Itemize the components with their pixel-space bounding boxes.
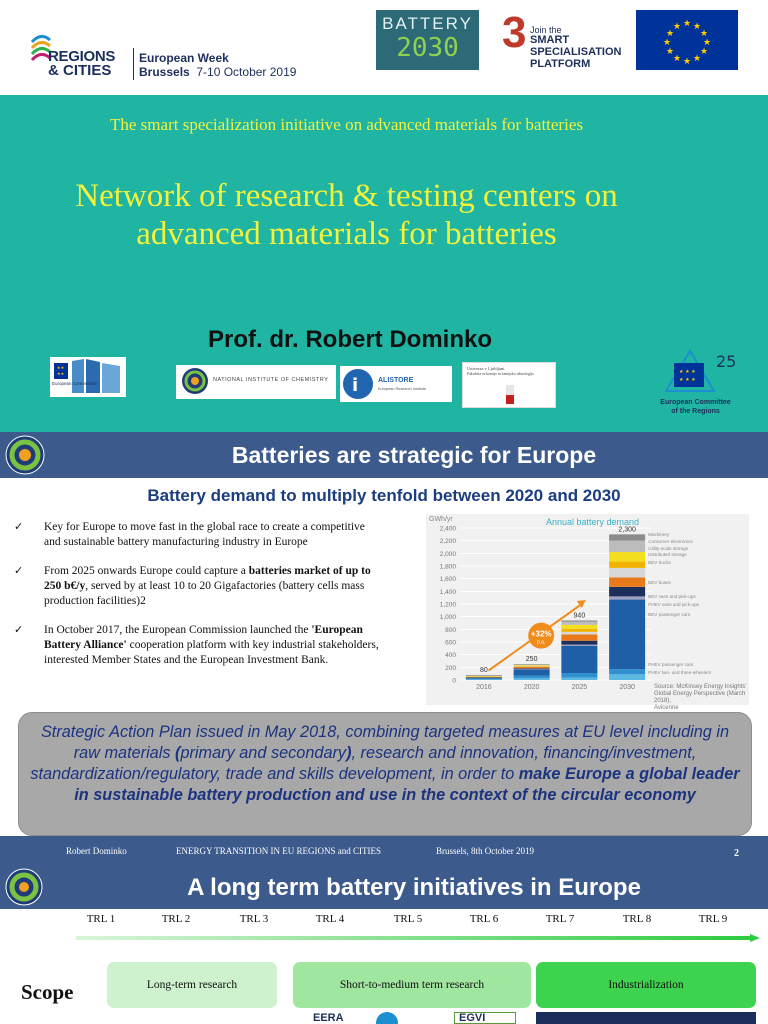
chart-bar-segment — [609, 568, 645, 578]
chart-ytick-label: 1,200 — [439, 601, 456, 609]
svg-text:★: ★ — [692, 54, 702, 64]
chart-legend-label: Distributed storage — [648, 552, 687, 557]
chart-bar-segment — [561, 629, 597, 632]
chart-category-label: 2025 — [571, 684, 588, 691]
chart-ytick-label: 800 — [445, 626, 456, 634]
phase-industrialization: Industrialization — [536, 962, 756, 1008]
smart-specialisation-logo — [498, 10, 626, 72]
chart-legend-label: Utility-scale storage — [648, 546, 689, 551]
trl-label: TRL 2 — [161, 913, 191, 925]
chart-bar-segment — [514, 676, 550, 679]
ul-line1: Univerza v Ljubljani — [467, 366, 505, 371]
phase-long-term-research: Long-term research — [107, 962, 277, 1008]
slide2-heading: Battery demand to multiply tenfold between 2020 and 2030 — [147, 486, 621, 505]
alistore-logo — [340, 366, 452, 402]
bullet-item: ✓ In October 2017, the European Commission launched the 'European Battery Alliance' cooperation platform with key industrial stakeholders, interested Member States and the European Investment Bank. — [14, 624, 379, 666]
svg-text:★: ★ — [682, 57, 692, 67]
regions-cities-line2: & CITIES — [48, 62, 112, 79]
chart-legend-label: BEV trucks — [648, 560, 671, 565]
chart-bar-segment — [561, 641, 597, 645]
chart-bar-segment — [609, 562, 645, 568]
chart-ytick-label: 1,800 — [439, 563, 456, 571]
svg-text:★★: ★★ — [57, 371, 65, 376]
trl-label: TRL 6 — [469, 913, 499, 925]
title-slide-banner — [0, 95, 768, 432]
footer-page-number: 2 — [734, 848, 739, 859]
chart-bar-segment — [466, 679, 502, 680]
chart-bar-segment — [466, 675, 502, 676]
committee-of-regions-logo — [648, 347, 743, 417]
nic-emblem-icon — [4, 434, 46, 476]
svg-text:★: ★ — [662, 38, 672, 48]
chart-title: Annual battery demand — [546, 517, 640, 527]
chart-bar-segment — [561, 646, 597, 673]
chart-ytick-label: 600 — [445, 639, 456, 647]
chart-legend-label: Consumer electronics — [648, 539, 693, 544]
checkmark-icon: ✓ — [14, 624, 24, 636]
chart-growth-label: +32% — [530, 629, 552, 639]
trl-label: TRL 7 — [545, 913, 575, 925]
partner-round-logo-icon — [376, 1012, 398, 1024]
alistore-emblem-icon — [342, 368, 374, 400]
chart-bar-segment — [466, 677, 502, 678]
chart-ytick-label: 2,200 — [439, 538, 456, 546]
partner-banner-logo — [536, 1012, 756, 1024]
chart-legend-label: PHEV two- and three-wheelers — [648, 670, 712, 675]
slide1-author: Prof. dr. Robert Dominko — [207, 326, 492, 353]
chart-legend-label: PHEV passenger cars — [648, 662, 694, 667]
chart-bar-segment — [514, 669, 550, 675]
chart-legend-label: Machinery — [648, 532, 670, 537]
checkmark-icon: ✓ — [14, 565, 24, 577]
chart-bar-segment — [609, 674, 645, 680]
trl-label: TRL 3 — [239, 913, 269, 925]
chart-bar-segment — [609, 541, 645, 552]
event-city: Brussels — [139, 65, 190, 79]
chart-bar-segment — [609, 669, 645, 674]
slide1-subtitle: The smart specialization initiative on advanced materials for batteries — [110, 115, 583, 134]
ssp-line4: PLATFORM — [530, 58, 591, 70]
chart-bar-segment — [561, 645, 597, 646]
svg-text:i: i — [352, 375, 359, 396]
chart-bar-segment — [609, 534, 645, 540]
checkmark-icon: ✓ — [14, 521, 24, 533]
chart-bar-segment — [514, 666, 550, 667]
cor-badge: 25 — [716, 352, 737, 371]
chart-bar-segment — [609, 552, 645, 562]
european-commission-logo — [50, 357, 126, 397]
chart-ytick-label: 2,000 — [439, 550, 456, 558]
ssp-line3: SPECIALISATION — [530, 46, 622, 58]
chart-bar-segment — [514, 678, 550, 680]
svg-text:★: ★ — [699, 47, 709, 57]
ssp-number: 3 — [502, 8, 527, 57]
eera-logo: EERA — [313, 1012, 344, 1024]
svg-text:★: ★ — [665, 47, 675, 57]
bullet-item: ✓ From 2025 onwards Europe could capture a batteries market of up to 250 b€/y, served by at least 10 to 20 Gigafactories (battery cells mass production facilities)2 — [14, 565, 371, 607]
chart-ytick-label: 1,400 — [439, 588, 456, 596]
cor-line2: of the Regions — [671, 408, 720, 415]
scope-label: Scope — [21, 980, 74, 1004]
chart-bar-segment — [514, 664, 550, 665]
trl-scale — [0, 913, 768, 929]
chart-bar-segment — [514, 666, 550, 667]
footer-date: Brussels, 8th October 2019 — [436, 846, 534, 856]
battery-logo-line1: BATTERY — [382, 14, 473, 33]
svg-text:★ ★ ★: ★ ★ ★ — [679, 369, 696, 375]
chart-bar-segment — [561, 622, 597, 625]
battery-demand-chart — [426, 514, 749, 711]
chart-growth-sublabel: p.a. — [537, 639, 546, 646]
chart-bar-segment — [561, 632, 597, 635]
phase-short-medium-research: Short-to-medium term research — [293, 962, 531, 1008]
chart-ytick-label: 2,400 — [439, 525, 456, 533]
chart-legend-label: PHEV vans and pick-ups — [648, 602, 699, 607]
slide2-title: Batteries are strategic for Europe — [231, 442, 597, 468]
svg-text:★: ★ — [672, 54, 682, 64]
alistore-label: ALISTORE — [378, 377, 414, 384]
footer-event: ENERGY TRANSITION IN EU REGIONS and CITIES — [176, 846, 381, 856]
chart-bar-segment — [609, 577, 645, 587]
cor-emblem-icon — [660, 347, 737, 393]
event-dates: 7-10 October 2019 — [196, 65, 297, 79]
regions-cities-divider — [133, 48, 134, 80]
chart-legend-label: BEV buses — [648, 580, 671, 585]
chart-ytick-label: 400 — [445, 652, 456, 660]
ssp-line2: SMART — [530, 34, 570, 46]
chart-canvas — [426, 514, 749, 705]
chart-bar-total-label: 940 — [573, 612, 586, 620]
nic-logo — [176, 365, 336, 399]
chart-bar-segment — [561, 625, 597, 629]
slide2-bullet-list — [14, 520, 382, 677]
battery-2030-logo — [376, 10, 479, 70]
svg-text:★: ★ — [692, 22, 702, 32]
chart-category-label: 2020 — [523, 684, 540, 691]
footer-author: Robert Dominko — [66, 846, 127, 856]
svg-text:★: ★ — [672, 22, 682, 32]
nic-label: NATIONAL INSTITUTE OF CHEMISTRY — [213, 377, 329, 383]
trl-label: TRL 1 — [86, 913, 116, 925]
chart-bar-total-label: 250 — [525, 656, 538, 664]
chart-ylabel: GWh/yr — [429, 516, 453, 523]
trl-label: TRL 4 — [315, 913, 345, 925]
regions-cities-line1: REGIONS — [48, 48, 116, 65]
nic-emblem-icon — [181, 367, 209, 395]
university-ljubljana-logo — [462, 362, 556, 408]
action-plan-text: Strategic Action Plan issued in May 2018, combining targeted measures at EU level including in raw materials (primary and secondary), research and innovation, financing/investment, standardization/regulatory, trade and skills development, in order to make Europe a global leader in sustainable battery production and use in the context of the circular economy — [30, 723, 740, 804]
slide1-header — [0, 0, 768, 95]
chart-bar-segment — [514, 668, 550, 669]
flask-icon — [503, 383, 517, 405]
chart-bar-segment — [561, 677, 597, 680]
slide3-title: A long term battery initiatives in Europe — [187, 874, 641, 901]
chart-bar-segment — [514, 665, 550, 666]
bullet-item: ✓ Key for Europe to move fast in the global race to create a competitive and sustainable battery manufacturing industry in Europe — [14, 521, 365, 548]
svg-text:★ ★ ★: ★ ★ ★ — [679, 377, 696, 383]
chart-bar-segment — [561, 620, 597, 621]
eu-flag-icon — [636, 10, 738, 70]
cor-line1: European Committee — [660, 399, 731, 406]
egvi-logo: EGVI — [454, 1012, 516, 1024]
battery-logo-line2: 2030 — [396, 33, 459, 63]
svg-text:★: ★ — [682, 19, 692, 29]
chart-bar-segment — [609, 600, 645, 670]
trl-label: TRL 5 — [393, 913, 423, 925]
chart-bar-segment — [609, 596, 645, 599]
alistore-sub: European Research Institute — [378, 387, 427, 391]
chart-ytick-label: 200 — [445, 664, 456, 672]
chart-bar-segment — [514, 669, 550, 670]
chart-bar-total-label: 80 — [479, 666, 488, 674]
chart-ytick-label: 0 — [452, 677, 456, 685]
slide1-title-line2: advanced materials for batteries — [136, 216, 557, 252]
chart-legend-label: BEV passenger cars — [648, 612, 691, 617]
chart-ytick-label: 1,600 — [439, 576, 456, 584]
ul-line2: Fakulteta za kemijo in kemijsko tehnologijo — [467, 372, 534, 376]
trl-label: TRL 9 — [698, 913, 728, 925]
chart-bar-segment — [514, 667, 550, 669]
chart-bar-segment — [561, 673, 597, 677]
chart-bar-segment — [561, 634, 597, 640]
ssp-line1: Join the — [530, 25, 562, 35]
slide1-title — [0, 177, 693, 253]
ec-label: European Commission — [52, 381, 98, 386]
chart-bar-segment — [466, 679, 502, 680]
chart-category-label: 2030 — [619, 684, 635, 691]
svg-text:★★: ★★ — [57, 365, 65, 370]
slide2-titlebar — [0, 432, 768, 478]
chart-source: Source: McKinsey Energy Insights' Global Energy Perspective (March 2018), Avicenne — [654, 684, 747, 711]
event-name: European Week — [139, 51, 229, 65]
chart-bar-total-label: 2,300 — [618, 526, 636, 534]
chart-bar-segment — [609, 587, 645, 597]
svg-text:★: ★ — [699, 29, 709, 39]
trl-label: TRL 8 — [622, 913, 652, 925]
chart-legend-label: BEV vans and pick-ups — [648, 594, 696, 599]
european-commission-building-icon — [50, 357, 126, 397]
nic-emblem-icon — [4, 867, 46, 909]
chart-bar-segment — [466, 676, 502, 677]
slide2-footer — [0, 836, 768, 865]
svg-text:★: ★ — [702, 38, 712, 48]
trl-arrow-icon — [76, 934, 760, 942]
action-plan-box — [18, 712, 752, 836]
chart-category-label: 2016 — [476, 684, 492, 691]
slide3-titlebar — [0, 865, 768, 909]
chart-ytick-label: 1,000 — [439, 614, 456, 622]
slide1-title-line1: Network of research & testing centers on — [75, 178, 618, 214]
svg-text:★: ★ — [665, 29, 675, 39]
